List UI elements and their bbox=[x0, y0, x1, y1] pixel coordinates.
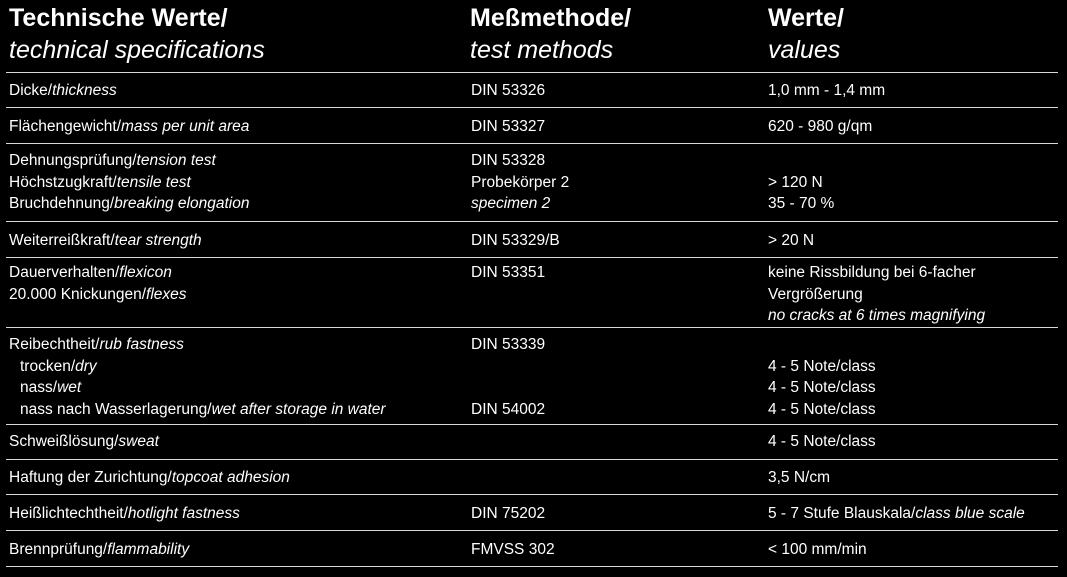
property-de: Flächengewicht/ bbox=[9, 118, 122, 135]
value-text: 4 - 5 Note/class bbox=[768, 357, 876, 375]
value-cell bbox=[768, 150, 834, 215]
method-cell bbox=[471, 116, 545, 138]
property-cell bbox=[9, 116, 249, 138]
property-de: 20.000 Knickungen/ bbox=[9, 285, 147, 303]
value-cell bbox=[768, 262, 985, 327]
value-text: 4 - 5 Note/class bbox=[768, 379, 876, 396]
property-de: Schweißlösung/ bbox=[9, 433, 119, 450]
property-en: dry bbox=[75, 357, 97, 375]
value-en: class blue scale bbox=[915, 505, 1025, 522]
value-text: 620 - 980 g/qm bbox=[768, 118, 873, 135]
property-de: trocken/ bbox=[20, 357, 76, 375]
property-cell bbox=[9, 150, 249, 215]
header-test-methods bbox=[470, 2, 631, 65]
property-en: tension test bbox=[136, 152, 216, 169]
value-de: 5 - 7 Stufe Blauskala/ bbox=[768, 505, 916, 522]
row-divider bbox=[6, 424, 1058, 425]
property-en: tensile test bbox=[116, 173, 191, 191]
header-values bbox=[768, 2, 844, 65]
method-cell bbox=[471, 80, 545, 102]
property-de: Dauerverhalten/ bbox=[9, 264, 120, 281]
value-text: keine Rissbildung bei 6-facher bbox=[768, 264, 976, 281]
property-cell bbox=[9, 539, 189, 561]
value-text: Vergrößerung bbox=[768, 285, 863, 303]
value-cell bbox=[768, 230, 814, 252]
header-values-de: Werte/ bbox=[768, 4, 844, 32]
method-text: DIN 53326 bbox=[471, 82, 546, 99]
property-de: Dicke/ bbox=[9, 82, 53, 99]
method-text: specimen 2 bbox=[471, 195, 551, 212]
method-text: DIN 53329/B bbox=[471, 232, 560, 249]
property-de: nass/ bbox=[20, 379, 58, 396]
row-divider bbox=[6, 107, 1058, 108]
value-text: 35 - 70 % bbox=[768, 195, 835, 212]
method-cell bbox=[471, 230, 560, 252]
method-text: DIN 53328 bbox=[471, 152, 546, 169]
property-en: mass per unit area bbox=[121, 118, 250, 135]
property-de: Heißlichtechtheit/ bbox=[9, 505, 128, 522]
header-test-methods-en: test methods bbox=[470, 36, 614, 64]
row-divider bbox=[6, 143, 1058, 144]
method-text: DIN 54002 bbox=[471, 400, 546, 418]
property-de: Weiterreißkraft/ bbox=[9, 232, 115, 249]
row-divider bbox=[6, 530, 1058, 531]
method-cell bbox=[471, 539, 555, 561]
property-de: Brennprüfung/ bbox=[9, 541, 108, 558]
method-text: DIN 53351 bbox=[471, 264, 546, 281]
value-text: 4 - 5 Note/class bbox=[768, 400, 876, 418]
header-test-methods-de: Meßmethode/ bbox=[470, 4, 632, 32]
method-text: DIN 53339 bbox=[471, 336, 546, 353]
value-text: no cracks at 6 times magnifying bbox=[768, 307, 986, 324]
property-cell bbox=[9, 467, 290, 489]
property-en: wet after storage in water bbox=[211, 400, 386, 418]
value-text: 1,0 mm - 1,4 mm bbox=[768, 82, 886, 99]
property-cell bbox=[9, 334, 386, 420]
property-de: Haftung der Zurichtung/ bbox=[9, 469, 172, 486]
value-cell bbox=[768, 503, 1025, 525]
table-header bbox=[0, 2, 1067, 72]
property-de: Reibechtheit/ bbox=[9, 336, 100, 353]
property-en: rub fastness bbox=[99, 336, 184, 353]
header-specifications-de: Technische Werte/ bbox=[9, 4, 228, 32]
property-en: wet bbox=[57, 379, 82, 396]
header-divider bbox=[6, 72, 1058, 73]
property-cell bbox=[9, 431, 159, 453]
property-cell bbox=[9, 230, 202, 252]
row-divider bbox=[6, 327, 1058, 328]
method-text: DIN 53327 bbox=[471, 118, 546, 135]
value-text: 3,5 N/cm bbox=[768, 469, 831, 486]
property-de: Höchstzugkraft/ bbox=[9, 173, 117, 191]
row-divider bbox=[6, 221, 1058, 222]
method-text: FMVSS 302 bbox=[471, 541, 555, 558]
header-specifications bbox=[9, 2, 265, 65]
property-cell bbox=[9, 503, 240, 525]
property-en: hotlight fastness bbox=[127, 505, 240, 522]
value-cell bbox=[768, 80, 885, 102]
property-en: breaking elongation bbox=[114, 195, 250, 212]
method-cell bbox=[471, 503, 545, 525]
method-text: Probekörper 2 bbox=[471, 173, 570, 191]
method-text: DIN 75202 bbox=[471, 505, 546, 522]
value-text: < 100 mm/min bbox=[768, 541, 867, 558]
property-en: flexes bbox=[146, 285, 187, 303]
value-cell bbox=[768, 431, 876, 453]
value-text: > 120 N bbox=[768, 173, 823, 191]
row-divider bbox=[6, 566, 1058, 567]
property-de: Dehnungsprüfung/ bbox=[9, 152, 137, 169]
property-en: topcoat adhesion bbox=[171, 469, 290, 486]
value-cell bbox=[768, 334, 876, 420]
row-divider bbox=[6, 257, 1058, 258]
value-text: 4 - 5 Note/class bbox=[768, 433, 876, 450]
header-specifications-en: technical specifications bbox=[9, 36, 265, 64]
property-cell bbox=[9, 80, 117, 102]
header-values-en: values bbox=[768, 36, 841, 64]
property-cell bbox=[9, 262, 187, 305]
method-cell bbox=[471, 262, 545, 284]
value-cell bbox=[768, 539, 867, 561]
property-en: sweat bbox=[118, 433, 159, 450]
property-de: nass nach Wasserlagerung/ bbox=[20, 400, 212, 418]
value-text: > 20 N bbox=[768, 232, 815, 249]
property-en: tear strength bbox=[114, 232, 202, 249]
row-divider bbox=[6, 459, 1058, 460]
row-divider bbox=[6, 494, 1058, 495]
property-en: thickness bbox=[52, 82, 117, 99]
method-cell bbox=[471, 150, 569, 215]
value-cell bbox=[768, 467, 830, 489]
property-en: flammability bbox=[107, 541, 190, 558]
method-cell bbox=[471, 334, 545, 420]
property-de: Bruchdehnung/ bbox=[9, 195, 115, 212]
property-en: flexicon bbox=[119, 264, 172, 281]
value-cell bbox=[768, 116, 872, 138]
